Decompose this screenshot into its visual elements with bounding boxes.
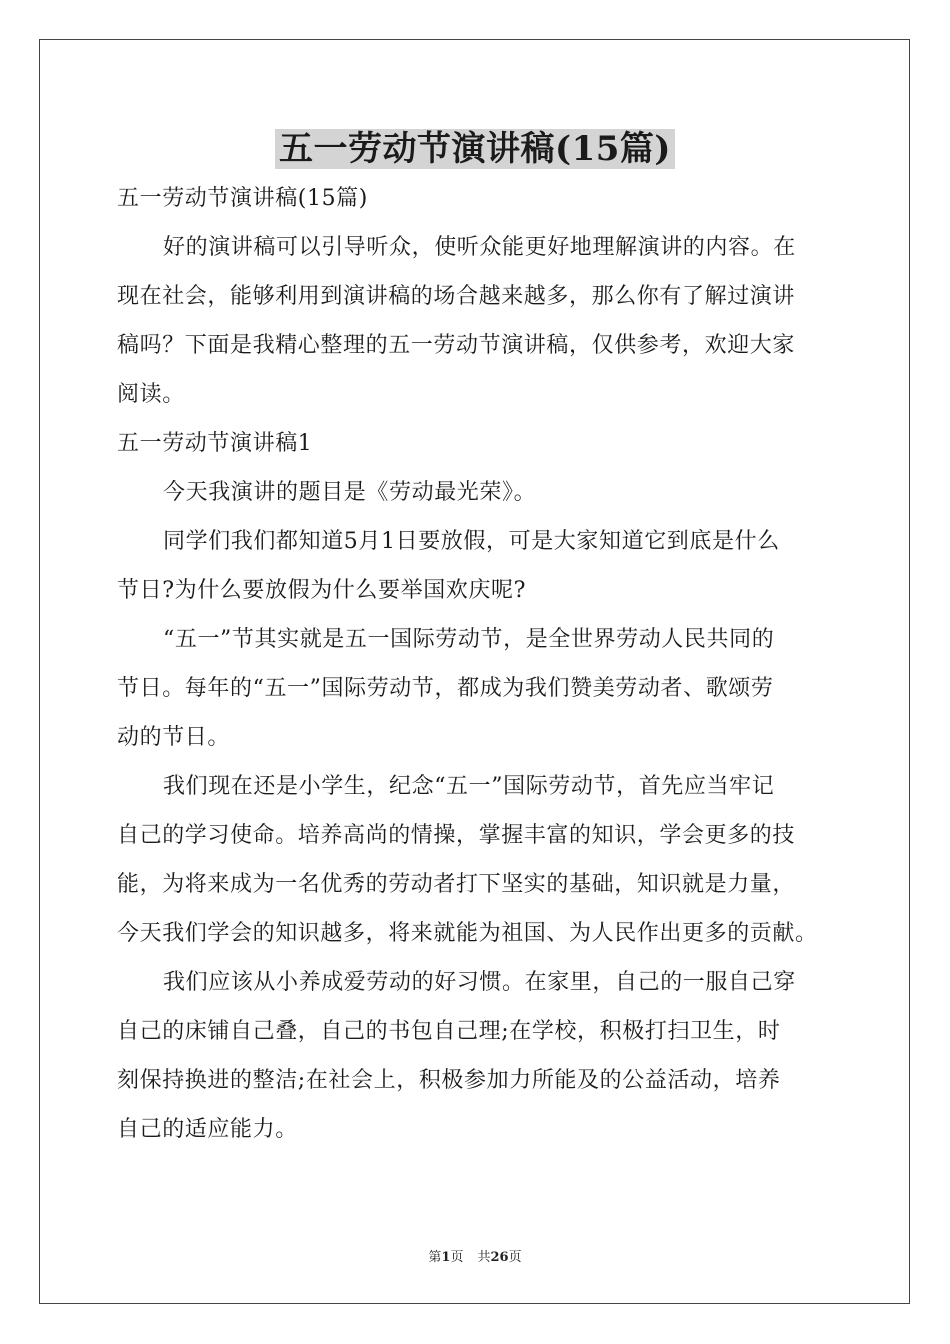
paragraph-line: 能，为将来成为一名优秀的劳动者打下坚实的基础，知识就是力量，	[117, 872, 796, 897]
document-title-text: 五一劳动节演讲稿(15篇)	[275, 129, 675, 169]
paragraph-line: 我们现在还是小学生，纪念“五一”国际劳动节，首先应当牢记	[163, 774, 775, 799]
document-title	[0, 128, 950, 170]
page-current-number: 1	[441, 1250, 451, 1265]
paragraph-line: 今天我们学会的知识越多，将来就能为祖国、为人民作出更多的贡献。	[117, 921, 818, 946]
paragraph-line: 同学们我们都知道5月1日要放假，可是大家知道它到底是什么	[163, 529, 780, 554]
total-suffix: 页	[508, 1250, 522, 1265]
page-prefix: 第	[428, 1250, 442, 1265]
total-prefix: 共	[477, 1250, 491, 1265]
page-suffix: 页	[450, 1250, 464, 1265]
paragraph-line: 自己的适应能力。	[117, 1117, 298, 1142]
paragraph-line: 稿吗？下面是我精心整理的五一劳动节演讲稿，仅供参考，欢迎大家	[117, 333, 796, 358]
paragraph-line: 节日。每年的“五一”国际劳动节，都成为我们赞美劳动者、歌颂劳	[117, 676, 774, 701]
paragraph-line: “五一”节其实就是五一国际劳动节，是全世界劳动人民共同的	[163, 627, 775, 652]
paragraph-line: 今天我演讲的题目是《劳动最光荣》。	[163, 480, 537, 505]
paragraph-line: 节日?为什么要放假为什么要举国欢庆呢?	[117, 578, 526, 603]
page-total-number: 26	[490, 1250, 509, 1265]
paragraph-line: 自己的床铺自己叠，自己的书包自己理;在学校，积极打扫卫生，时	[117, 1019, 781, 1044]
page-footer	[0, 1246, 950, 1265]
paragraph-line: 刻保持换进的整洁;在社会上，积极参加力所能及的公益活动，培养	[117, 1068, 781, 1093]
paragraph-line: 现在社会，能够利用到演讲稿的场合越来越多，那么你有了解过演讲	[117, 284, 796, 309]
paragraph-line: 阅读。	[117, 382, 185, 407]
section-heading: 五一劳动节演讲稿1	[117, 431, 313, 456]
paragraph-line: 自己的学习使命。培养高尚的情操，掌握丰富的知识，学会更多的技	[117, 823, 796, 848]
document-body	[117, 180, 845, 1160]
paragraph-line: 动的节日。	[117, 725, 231, 750]
paragraph-line: 我们应该从小养成爱劳动的好习惯。在家里，自己的一服自己穿	[163, 970, 796, 995]
subtitle-line: 五一劳动节演讲稿(15篇)	[117, 186, 368, 211]
paragraph-line: 好的演讲稿可以引导听众，使听众能更好地理解演讲的内容。在	[163, 235, 796, 260]
